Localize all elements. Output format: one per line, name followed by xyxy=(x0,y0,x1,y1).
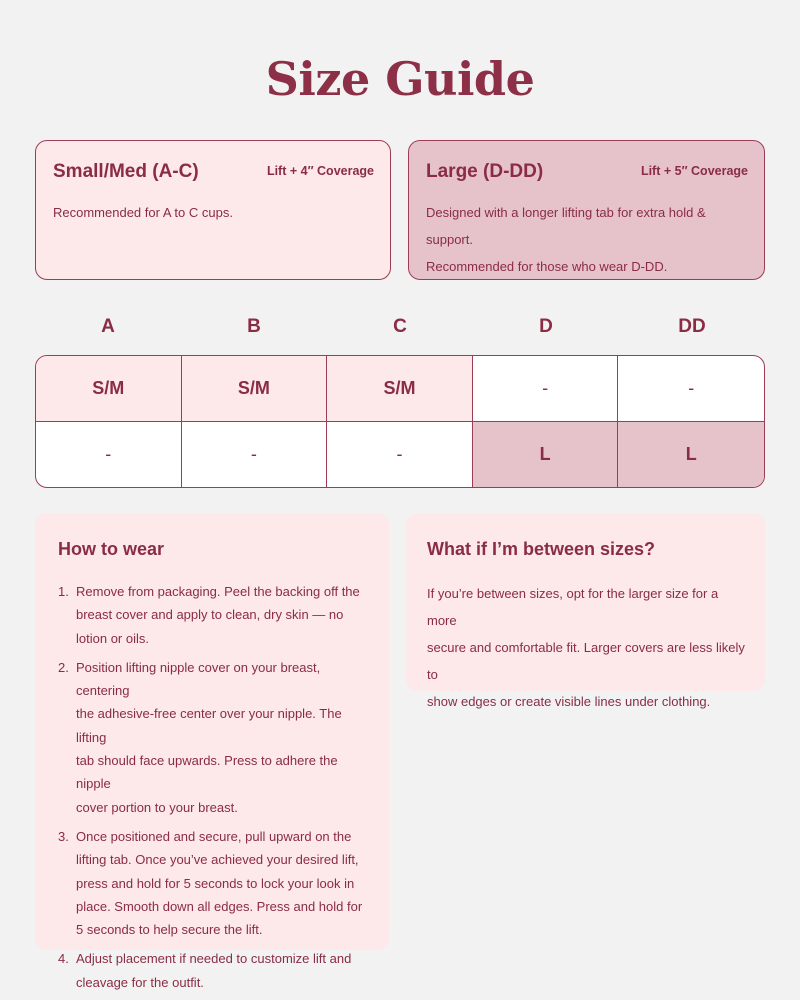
grid-cell: L xyxy=(618,422,764,488)
step-line: tab should face upwards. Press to adhere the nipple xyxy=(76,753,338,792)
size-description xyxy=(53,199,374,226)
step-item xyxy=(58,825,367,941)
size-name: Small/Med (A-C) xyxy=(53,161,199,182)
description-line: Recommended for those who wear D-DD. xyxy=(426,259,668,274)
step-number: 3. xyxy=(58,828,69,844)
step-line: place. Smooth down all edges. Press and hold for xyxy=(76,898,363,914)
grid-cell: - xyxy=(182,422,328,488)
step-line: lifting tab. Once you’ve achieved your desired lift, xyxy=(76,852,359,868)
coverage-label: Lift + 5″ Coverage xyxy=(640,164,748,178)
description-line: Designed with a longer lifting tab for extra hold & support. xyxy=(426,205,706,247)
between-sizes-title: What if I’m between sizes? xyxy=(427,539,656,559)
between-sizes-text xyxy=(427,580,745,715)
step-line: Position lifting nipple cover on your breast, centering xyxy=(76,659,321,699)
step-line: 5 seconds to help secure the lift. xyxy=(76,922,263,938)
grid-cell: - xyxy=(473,356,619,422)
cup-header-a: A xyxy=(101,316,115,337)
how-to-wear-title: How to wear xyxy=(58,539,165,559)
grid-cell: S/M xyxy=(327,356,473,422)
step-line: lotion or oils. xyxy=(76,630,149,646)
size-card-large xyxy=(408,140,765,280)
between-sizes-panel xyxy=(406,513,765,709)
cup-header-dd: DD xyxy=(678,316,706,337)
grid-cell: S/M xyxy=(182,356,328,422)
step-item xyxy=(58,947,367,994)
step-line: press and hold for 5 seconds to lock your look in xyxy=(76,875,355,891)
step-number: 4. xyxy=(58,951,69,967)
step-line: Once positioned and secure, pull upward on the xyxy=(76,828,352,844)
coverage-label: Lift + 4″ Coverage xyxy=(266,164,374,178)
cup-header-c: C xyxy=(393,316,407,337)
text-line: If you’re between sizes, opt for the larger size for a more xyxy=(427,586,719,628)
description-line: Recommended for A to C cups. xyxy=(53,205,233,220)
grid-cell: - xyxy=(36,422,182,488)
step-item xyxy=(58,656,367,819)
step-line: cleavage for the outfit. xyxy=(76,974,204,990)
size-card-small-med xyxy=(35,140,391,280)
cup-header-b: B xyxy=(247,316,261,337)
step-line: Remove from packaging. Peel the backing off the xyxy=(76,584,360,599)
steps-list xyxy=(58,580,367,994)
grid-cell: S/M xyxy=(36,356,182,422)
step-line: cover portion to your breast. xyxy=(76,799,238,815)
step-number: 2. xyxy=(58,659,69,675)
step-line: Adjust placement if needed to customize lift and xyxy=(76,951,352,967)
text-line: secure and comfortable fit. Larger covers are less likely to xyxy=(427,640,745,682)
cup-header-d: D xyxy=(539,316,553,337)
step-line: the adhesive-free center over your nipple. The lifting xyxy=(76,706,342,745)
size-description xyxy=(426,199,748,280)
size-name: Large (D-DD) xyxy=(426,161,544,182)
step-number: 1. xyxy=(58,584,69,599)
step-item xyxy=(58,580,367,650)
grid-cell: - xyxy=(618,356,764,422)
size-chart-grid xyxy=(35,355,765,488)
page-title: Size Guide xyxy=(265,52,535,106)
grid-cell: L xyxy=(473,422,619,488)
step-line: breast cover and apply to clean, dry skin — no xyxy=(76,607,344,623)
text-line: show edges or create visible lines under clothing. xyxy=(427,694,711,709)
how-to-wear-panel xyxy=(35,513,389,990)
grid-cell: - xyxy=(327,422,473,488)
